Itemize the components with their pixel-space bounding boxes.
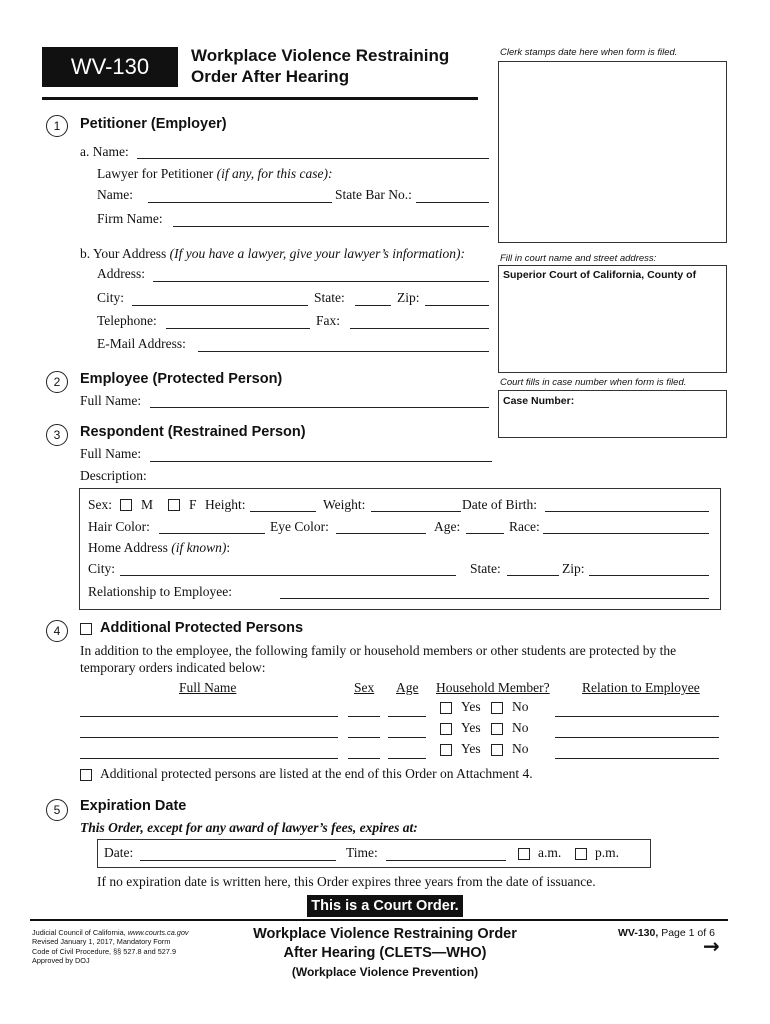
col-age: Age <box>396 680 419 695</box>
lawyer-label-italic: (if any, for this case): <box>216 166 333 181</box>
your-address-text: b. Your Address <box>80 246 170 261</box>
pm-label: p.m. <box>595 845 620 860</box>
home-address-italic: (if known) <box>171 540 227 555</box>
expiration-time-field[interactable] <box>386 860 506 861</box>
sex-m-checkbox[interactable] <box>120 499 132 511</box>
attachment-4-checkbox[interactable] <box>80 769 92 781</box>
city-label: City: <box>97 290 125 305</box>
section-4-intro-line2: temporary orders indicated below: <box>80 660 266 675</box>
zip-field[interactable] <box>425 305 489 306</box>
footer-left <box>32 928 189 965</box>
respondent-name-field[interactable] <box>150 461 492 462</box>
sex-label: Sex: <box>88 497 113 512</box>
court-order-text: This is a Court Order. <box>311 898 459 914</box>
person1-relation-field[interactable] <box>555 716 719 717</box>
firm-name-field[interactable] <box>173 226 489 227</box>
footer-title-line2: After Hearing (CLETS—WHO) <box>283 945 487 961</box>
col-sex: Sex <box>354 680 375 695</box>
form-title-line2: Order After Hearing <box>191 67 350 86</box>
clerk-note: Clerk stamps date here when form is filed. <box>500 47 678 58</box>
height-field[interactable] <box>250 511 316 512</box>
relationship-label: Relationship to Employee: <box>88 584 232 599</box>
attachment-4-label: Additional protected persons are listed at the end of this Order on Attachment 4. <box>100 766 533 781</box>
footer-page-text: Page 1 of 6 <box>658 927 715 939</box>
weight-field[interactable] <box>371 511 461 512</box>
case-number-box[interactable] <box>498 390 727 438</box>
person3-name-field[interactable] <box>80 758 338 759</box>
resp-state-label: State: <box>470 561 501 576</box>
resp-state-field[interactable] <box>507 575 559 576</box>
person1-no-label: No <box>512 699 529 714</box>
state-bar-label: State Bar No.: <box>335 187 412 202</box>
person3-yes-label: Yes <box>461 741 481 756</box>
section-4-number: 4 <box>46 620 68 642</box>
court-order-banner <box>307 895 463 917</box>
description-label: Description: <box>80 468 147 483</box>
resp-zip-label: Zip: <box>562 561 585 576</box>
person2-no-label: No <box>512 720 529 735</box>
resp-city-label: City: <box>88 561 116 576</box>
pm-checkbox[interactable] <box>575 848 587 860</box>
hair-label: Hair Color: <box>88 519 150 534</box>
expiration-date-field[interactable] <box>140 860 336 861</box>
respondent-name-label: Full Name: <box>80 446 142 461</box>
section-1-number: 1 <box>46 115 68 137</box>
email-field[interactable] <box>198 351 489 352</box>
footer-council-url[interactable]: www.courts.ca.gov <box>127 928 189 937</box>
email-label: E-Mail Address: <box>97 336 186 351</box>
dob-field[interactable] <box>545 511 709 512</box>
resp-city-field[interactable] <box>120 575 456 576</box>
lawyer-name-label: Name: <box>97 187 133 202</box>
footer-council-text: Judicial Council of California, <box>32 928 128 937</box>
person3-relation-field[interactable] <box>555 758 719 759</box>
section-2-title: Employee (Protected Person) <box>80 371 283 387</box>
person3-no-label: No <box>512 741 529 756</box>
race-label: Race: <box>509 519 540 534</box>
age-field[interactable] <box>466 533 504 534</box>
person1-yes-checkbox[interactable] <box>440 702 452 714</box>
zip-label: Zip: <box>397 290 420 305</box>
section-1-title: Petitioner (Employer) <box>80 116 227 132</box>
sex-f-label: F <box>189 497 197 512</box>
person1-yes-label: Yes <box>461 699 481 714</box>
court-label: Superior Court of California, County of <box>503 269 697 281</box>
form-id-badge <box>42 47 178 87</box>
footer-title-line3: (Workplace Violence Prevention) <box>291 965 479 979</box>
person2-sex-field[interactable] <box>348 737 380 738</box>
weight-label: Weight: <box>323 497 366 512</box>
footer-page <box>618 927 715 939</box>
col-household: Household Member? <box>436 680 550 695</box>
home-address-label <box>88 540 230 556</box>
section-4-title: Additional Protected Persons <box>100 620 304 636</box>
col-relation: Relation to Employee <box>582 680 700 695</box>
hair-field[interactable] <box>159 533 265 534</box>
section-5-subtitle: This Order, except for any award of lawyer’s fees, expires at: <box>80 820 418 835</box>
footer-rule <box>30 919 728 921</box>
section-4-checkbox[interactable] <box>80 623 92 635</box>
person1-no-checkbox[interactable] <box>491 702 503 714</box>
case-number-note: Court fills in case number when form is filed. <box>500 377 687 388</box>
form-id: WV-130 <box>70 54 150 79</box>
person2-age-field[interactable] <box>388 737 426 738</box>
address-field[interactable] <box>153 281 489 282</box>
am-label: a.m. <box>538 845 562 860</box>
fax-field[interactable] <box>350 328 489 329</box>
person1-name-field[interactable] <box>80 716 338 717</box>
person2-relation-field[interactable] <box>555 737 719 738</box>
address-label: Address: <box>97 266 145 281</box>
form-title-line1: Workplace Violence Restraining <box>191 46 450 65</box>
footer-title <box>200 925 570 981</box>
sex-f-checkbox[interactable] <box>168 499 180 511</box>
your-address-label <box>80 246 465 262</box>
telephone-field[interactable] <box>166 328 310 329</box>
home-address-colon: : <box>226 540 231 555</box>
footer-approved: Approved by DOJ <box>32 955 90 965</box>
section-5-number: 5 <box>46 799 68 821</box>
resp-zip-field[interactable] <box>589 575 709 576</box>
petitioner-name-field[interactable] <box>137 158 489 159</box>
expiration-note: If no expiration date is written here, this Order expires three years from the date of issuance. <box>97 874 596 889</box>
height-label: Height: <box>205 497 246 512</box>
lawyer-name-field[interactable] <box>148 202 332 203</box>
state-field[interactable] <box>355 305 391 306</box>
state-bar-field[interactable] <box>416 202 489 203</box>
person3-yes-checkbox[interactable] <box>440 744 452 756</box>
race-field[interactable] <box>543 533 709 534</box>
employee-name-label: Full Name: <box>80 393 142 408</box>
relationship-field[interactable] <box>280 598 709 599</box>
lawyer-label-text: Lawyer for Petitioner <box>97 166 217 181</box>
expiration-time-label: Time: <box>346 845 378 860</box>
form-title <box>191 45 449 87</box>
section-3-number: 3 <box>46 424 68 446</box>
employee-name-field[interactable] <box>150 407 489 408</box>
section-3-title: Respondent (Restrained Person) <box>80 424 306 440</box>
person1-sex-field[interactable] <box>348 716 380 717</box>
person2-yes-label: Yes <box>461 720 481 735</box>
eye-field[interactable] <box>336 533 426 534</box>
home-address-text: Home Address <box>88 540 172 555</box>
eye-label: Eye Color: <box>270 519 329 534</box>
person2-no-checkbox[interactable] <box>491 723 503 735</box>
person3-sex-field[interactable] <box>348 758 380 759</box>
am-checkbox[interactable] <box>518 848 530 860</box>
fax-label: Fax: <box>316 313 341 328</box>
state-label: State: <box>314 290 345 305</box>
person2-yes-checkbox[interactable] <box>440 723 452 735</box>
header-rule <box>42 97 478 100</box>
dob-label: Date of Birth: <box>462 497 537 512</box>
next-page-arrow-icon[interactable]: → <box>703 934 720 958</box>
city-field[interactable] <box>132 305 308 306</box>
sex-m-label: M <box>141 497 154 512</box>
your-address-italic: (If you have a lawyer, give your lawyer’s information): <box>169 246 465 261</box>
lawyer-label <box>97 166 332 182</box>
person3-age-field[interactable] <box>388 758 426 759</box>
age-label: Age: <box>434 519 461 534</box>
section-2-number: 2 <box>46 371 68 393</box>
section-4-intro-line1: In addition to the employee, the following family or household members or other students are protected by the <box>80 643 677 658</box>
court-fill-note: Fill in court name and street address: <box>500 253 657 264</box>
footer-revised: Revised January 1, 2017, Mandatory Form <box>32 937 171 947</box>
court-name-box[interactable] <box>498 265 727 373</box>
expiration-date-label: Date: <box>104 845 134 860</box>
person1-age-field[interactable] <box>388 716 426 717</box>
petitioner-name-label: a. Name: <box>80 144 129 159</box>
person3-no-checkbox[interactable] <box>491 744 503 756</box>
footer-code: Code of Civil Procedure, §§ 527.8 and 527.9 <box>32 946 177 956</box>
person2-name-field[interactable] <box>80 737 338 738</box>
telephone-label: Telephone: <box>97 313 157 328</box>
case-number-label: Case Number: <box>503 395 575 407</box>
col-full-name: Full Name <box>179 680 237 695</box>
footer-council <box>32 928 189 937</box>
section-5-title: Expiration Date <box>80 798 187 814</box>
footer-title-line1: Workplace Violence Restraining Order <box>253 926 517 942</box>
firm-name-label: Firm Name: <box>97 211 163 226</box>
footer-page-form: WV-130, <box>618 927 659 939</box>
clerk-stamp-box <box>498 61 727 243</box>
